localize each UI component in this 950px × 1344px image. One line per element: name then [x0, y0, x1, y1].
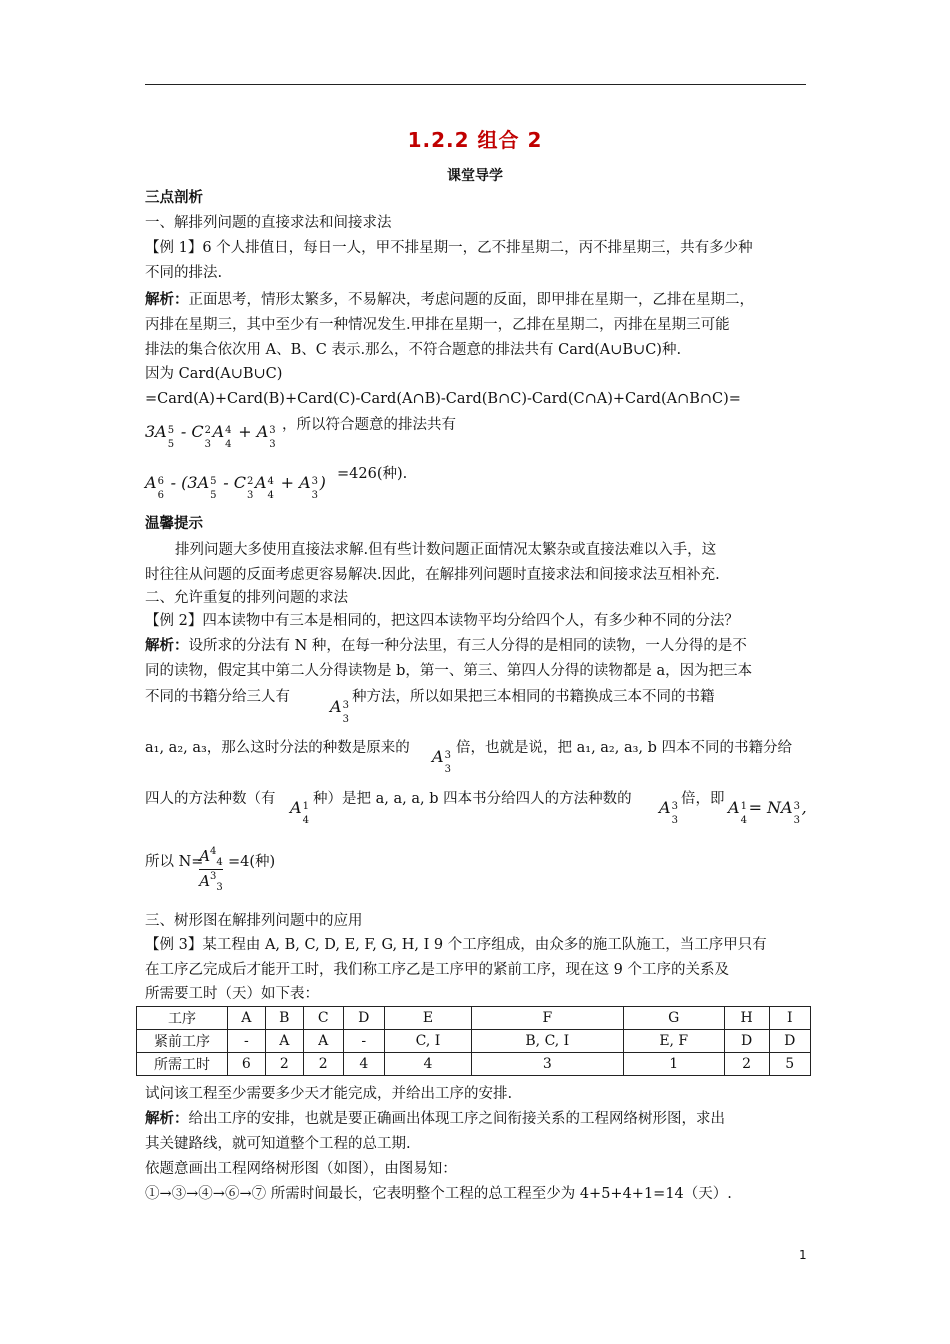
- example-3-line-3: 所需要工时（天）如下表：: [145, 986, 319, 1002]
- table-cell: 3: [471, 1053, 623, 1076]
- analysis-3-line-4: ①→③→④→⑥→⑦ 所需时间最长，它表明整个工程的总工程至少为 4+5+4+1=14（天）.: [145, 1186, 732, 1202]
- table-cell: C, I: [385, 1030, 472, 1053]
- analysis-1-line-5: =Card(A)+Card(B)+Card(C)-Card(A∩B)-Card(B∩C)-Card(C∩A)+Card(A∩B∩C)=: [145, 391, 741, 407]
- page-title: 1.2.2 组合 2: [407, 128, 543, 152]
- heading-one: 一、解排列问题的直接求法和间接求法: [145, 215, 392, 231]
- table-cell: D: [724, 1030, 769, 1053]
- analysis-2-line-3a: 不同的书籍分给三人有: [145, 689, 290, 705]
- table-cell: 2: [303, 1053, 343, 1076]
- analysis-2-line-5b: 种）是把 a, a, a, b 四本书分给四人的方法种数的: [313, 791, 632, 807]
- analysis-label: 解析：: [145, 1111, 189, 1127]
- formula-a41-eq-na33: A 1 4 = NA 3 3 ,: [728, 798, 807, 826]
- heading-three-points: 三点剖析: [145, 190, 203, 206]
- analysis-2-line-4a: a₁, a₂, a₃，那么这时分法的种数是原来的: [145, 740, 410, 756]
- table-row: [137, 1007, 811, 1030]
- table-cell: B: [265, 1007, 303, 1030]
- formula-2: A 6 6 - (3A 5 5 - C 2 3 A 4 4 + A 3 3 ): [145, 473, 326, 501]
- page-number: 1: [799, 1248, 807, 1262]
- heading-two: 二、允许重复的排列问题的求法: [145, 590, 348, 606]
- table-cell: D: [343, 1007, 384, 1030]
- heading-three: 三、树形图在解排列问题中的应用: [145, 913, 363, 929]
- table-cell: E: [385, 1007, 472, 1030]
- formula-a33-1: A 3 3: [330, 697, 349, 725]
- analysis-text: 正面思考，情形太繁多，不易解决，考虑问题的反面，即甲排在星期一，乙排在星期二，: [188, 292, 754, 308]
- analysis-2-line-5c: 倍，即: [681, 791, 725, 807]
- table-cell: 所需工时: [137, 1053, 228, 1076]
- analysis-2-line-6b: =4(种): [228, 854, 276, 870]
- analysis-2-line-3b: 种方法，所以如果把三本相同的书籍换成三本不同的书籍: [352, 689, 715, 705]
- table-cell: C: [303, 1007, 343, 1030]
- table-row: [137, 1053, 811, 1076]
- table-cell: A: [303, 1030, 343, 1053]
- formula-a41: A 1 4: [290, 798, 309, 826]
- table-cell: A: [265, 1030, 303, 1053]
- table-cell: D: [769, 1030, 810, 1053]
- analysis-1-line-6: ，所以符合题意的排法共有: [282, 417, 456, 433]
- table-cell: I: [769, 1007, 810, 1030]
- formula-a33-3: A 3 3: [659, 798, 678, 826]
- table-cell: 4: [385, 1053, 472, 1076]
- table-cell: 4: [343, 1053, 384, 1076]
- table-cell: -: [228, 1030, 266, 1053]
- table-cell: B, C, I: [471, 1030, 623, 1053]
- table-row: [137, 1030, 811, 1053]
- analysis-1-line-2: 丙排在星期三，其中至少有一种情况发生.甲排在星期一，乙排在星期二，丙排在星期三可能: [145, 317, 730, 333]
- table-cell: E, F: [623, 1030, 724, 1053]
- example-3-line-1: 【例 3】某工程由 A, B, C, D, E, F, G, H, I 9 个工序组成，由众多的施工队施工，当工序甲只有: [145, 937, 767, 953]
- formula-2-result: =426(种).: [337, 466, 408, 482]
- table-cell: 工序: [137, 1007, 228, 1030]
- table-cell: 5: [769, 1053, 810, 1076]
- analysis-2-line-6a: 所以 N=: [145, 854, 204, 870]
- analysis-label: 解析：: [145, 292, 189, 308]
- analysis-2-line-4b: 倍，也就是说，把 a₁, a₂, a₃, b 四本不同的书籍分给: [456, 740, 793, 756]
- table-cell: 2: [724, 1053, 769, 1076]
- analysis-text: 设所求的分法有 N 种，在每一种分法里，有三人分得的是相同的读物，一人分得的是不: [188, 638, 747, 654]
- analysis-3-line-1: [145, 1109, 725, 1129]
- tip-heading: 温馨提示: [145, 516, 203, 532]
- table-cell: 1: [623, 1053, 724, 1076]
- analysis-2-line-1: [145, 636, 747, 656]
- formula-fraction: $A^4_4$ $A^3_3$: [199, 846, 223, 893]
- section-subtitle: 课堂导学: [447, 168, 503, 184]
- formula-1: 3A 5 5 - C 2 3 A 4 4 + A 3 3: [145, 422, 276, 450]
- table-cell: 6: [228, 1053, 266, 1076]
- analysis-2-line-5a: 四人的方法种数（有: [145, 791, 276, 807]
- table-cell: 紧前工序: [137, 1030, 228, 1053]
- analysis-2-line-2: 同的读物，假定其中第二人分得读物是 b，第一、第三、第四人分得的读物都是 a，因为把三本: [145, 663, 753, 679]
- example-1-line-1: 【例 1】6 个人排值日，每日一人，甲不排星期一，乙不排星期二，丙不排星期三，共有多少种: [145, 240, 753, 256]
- example-3-line-2: 在工序乙完成后才能开工时，我们称工序乙是工序甲的紧前工序，现在这 9 个工序的关系及: [145, 962, 729, 978]
- analysis-label: 解析：: [145, 638, 189, 654]
- table-cell: G: [623, 1007, 724, 1030]
- example-1-line-2: 不同的排法.: [145, 265, 223, 281]
- table-cell: -: [343, 1030, 384, 1053]
- question-3: 试问该工程至少需要多少天才能完成，并给出工序的安排.: [145, 1086, 513, 1102]
- process-table: [136, 1006, 811, 1076]
- tip-line-2: 时往往从问题的反面考虑更容易解决.因此，在解排列问题时直接求法和间接求法互相补充.: [145, 567, 720, 583]
- tip-line-1: 排列问题大多使用直接法求解.但有些计数问题正面情况太繁杂或直接法难以入手，这: [175, 542, 717, 558]
- analysis-1-line-4: 因为 Card(A∪B∪C): [145, 366, 283, 382]
- formula-a33-2: A 3 3: [432, 747, 451, 775]
- analysis-1-line-1: [145, 290, 754, 310]
- table-cell: H: [724, 1007, 769, 1030]
- analysis-text: 给出工序的安排，也就是要正确画出体现工序之间衔接关系的工程网络树形图，求出: [188, 1111, 725, 1127]
- analysis-3-line-3: 依题意画出工程网络树形图（如图），由图易知：: [145, 1161, 457, 1177]
- header-rule: [145, 84, 806, 85]
- table-cell: A: [228, 1007, 266, 1030]
- analysis-1-line-3: 排法的集合依次用 A、B、C 表示.那么，不符合题意的排法共有 Card(A∪B∪C)种.: [145, 342, 682, 358]
- table-cell: F: [471, 1007, 623, 1030]
- table-cell: 2: [265, 1053, 303, 1076]
- analysis-3-line-2: 其关键路线，就可知道整个工程的总工期.: [145, 1136, 411, 1152]
- example-2: 【例 2】四本读物中有三本是相同的，把这四本读物平均分给四个人，有多少种不同的分法？: [145, 613, 739, 629]
